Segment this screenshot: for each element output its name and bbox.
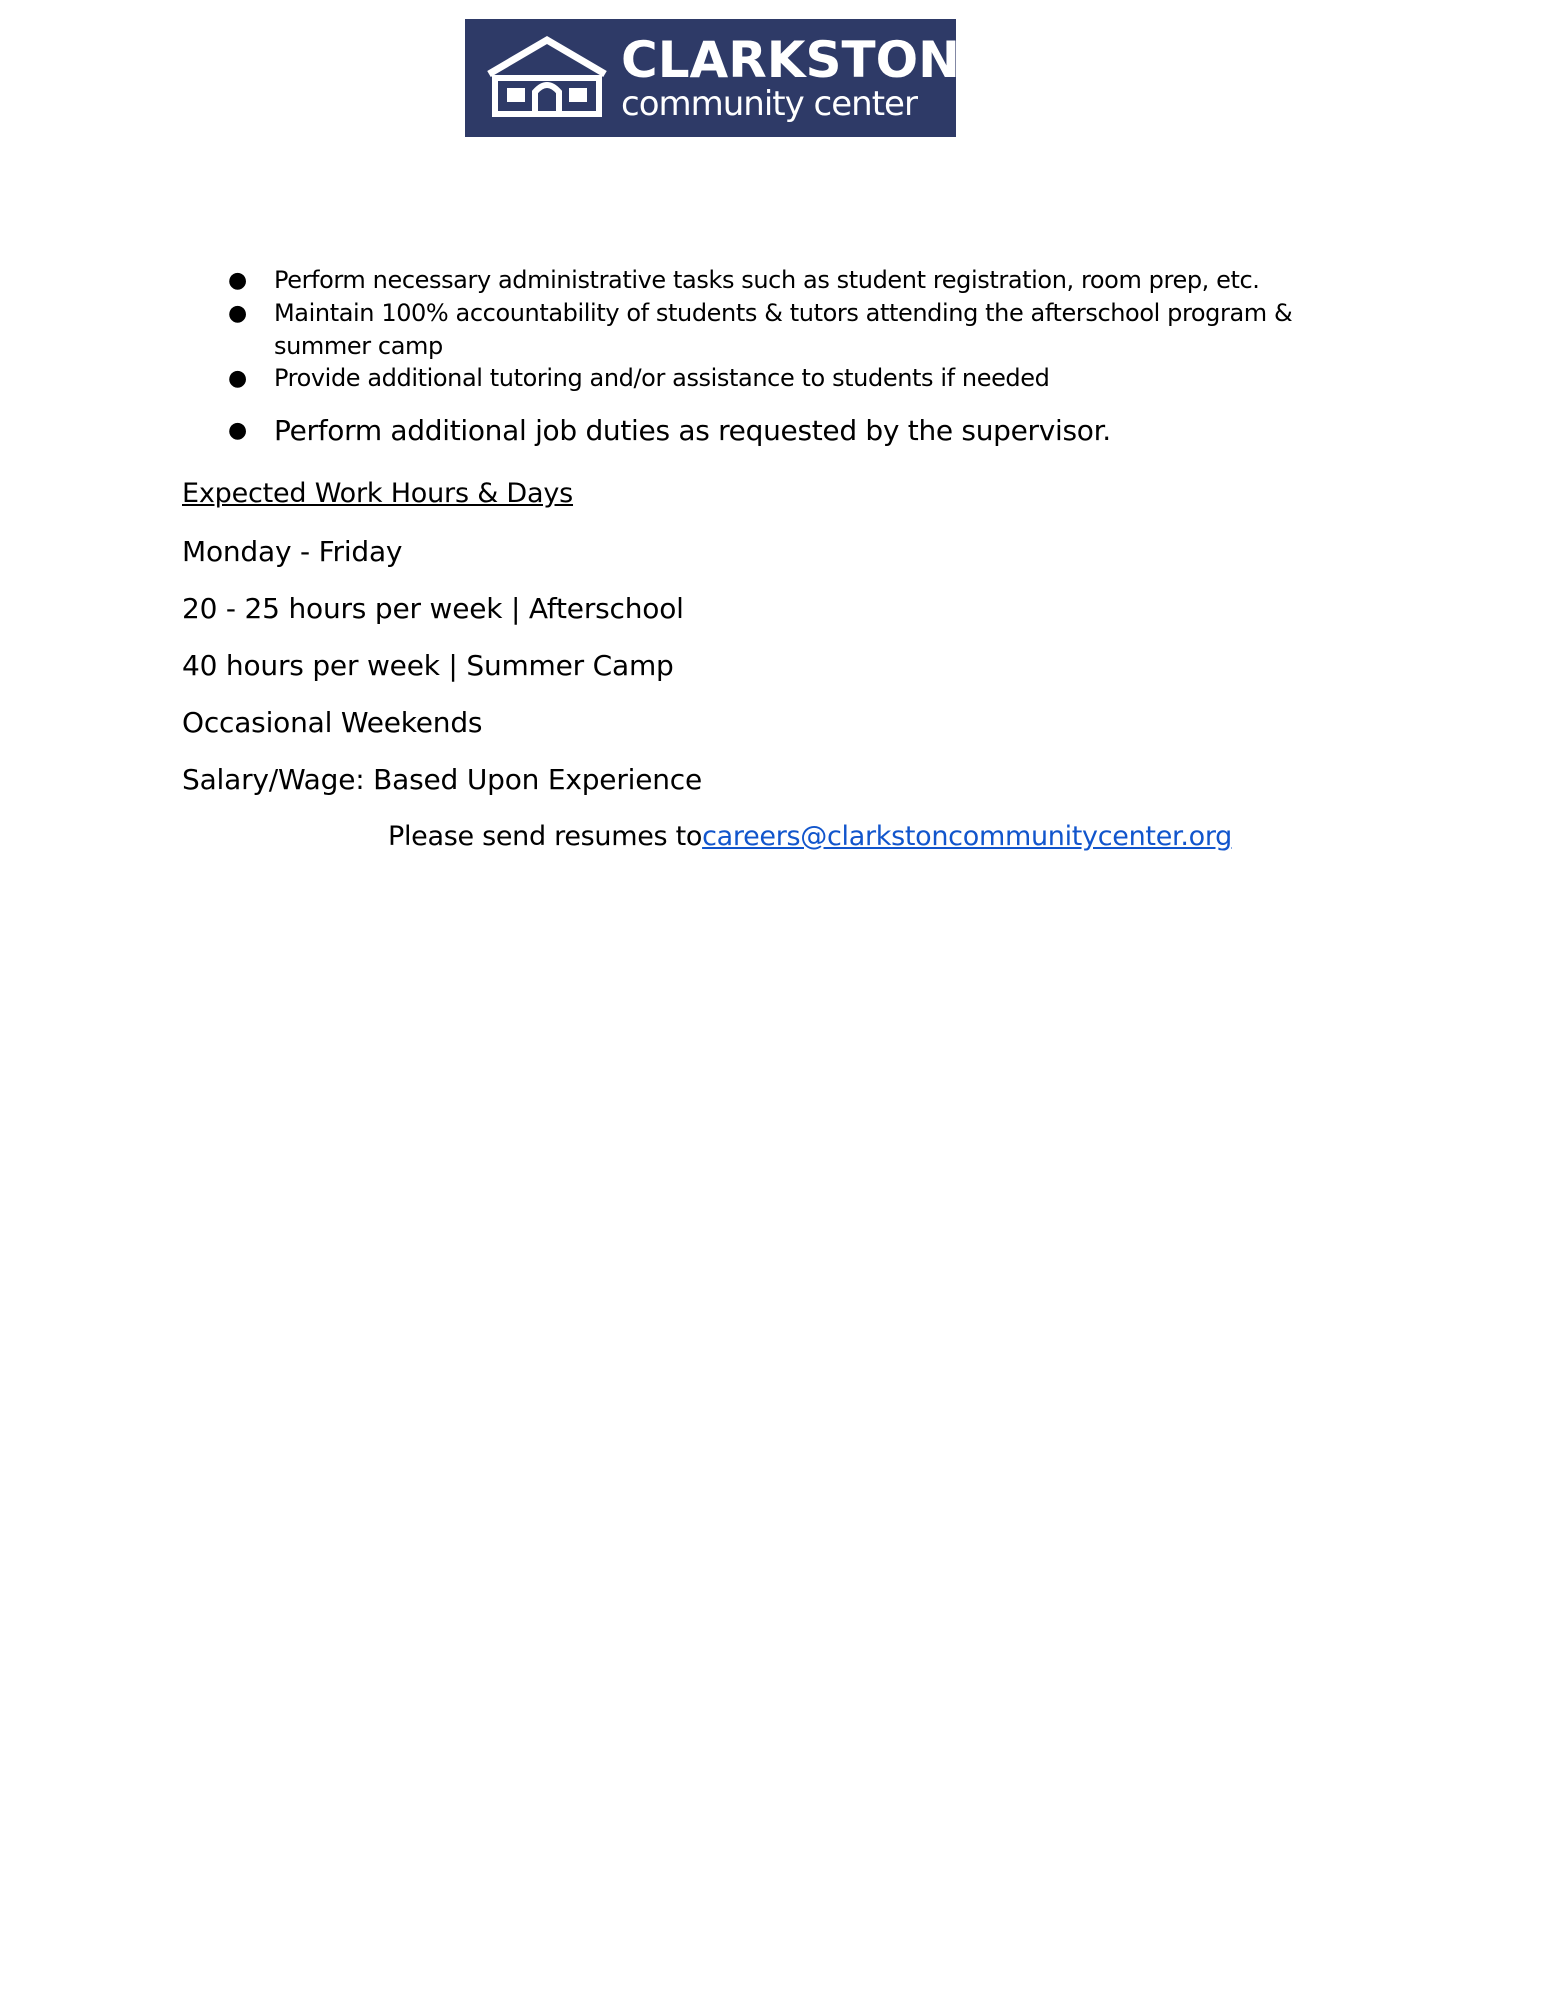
list-item-text: Provide additional tutoring and/or assistance to students if needed [274, 364, 1050, 392]
bullet-icon: ● [228, 418, 247, 443]
clarkston-logo [465, 19, 960, 137]
resume-prefix: Please send resumes to [388, 821, 703, 852]
list-item-text: Maintain 100% accountability of students & tutors attending the afterschool program & summer camp [274, 299, 1293, 360]
house-icon [485, 34, 609, 122]
salary-line: Salary/Wage: Based Upon Experience [182, 763, 703, 796]
list-item [228, 412, 1358, 450]
resume-instructions [388, 819, 1232, 855]
list-item-text: Perform additional job duties as requested by the supervisor. [274, 414, 1111, 447]
logo-line-clarkston: CLARKSTON [621, 31, 960, 89]
list-item [228, 297, 1358, 363]
bullet-icon: ● [228, 301, 247, 326]
careers-email-link[interactable]: careers@clarkstoncommunitycenter.org [702, 821, 1232, 852]
logo-wordmark [621, 31, 960, 124]
bullet-icon: ● [228, 366, 247, 391]
hours-line-weekends: Occasional Weekends [182, 706, 483, 739]
list-item [228, 264, 1358, 297]
hours-heading: Expected Work Hours & Days [182, 478, 574, 509]
hours-line-summer-camp: 40 hours per week | Summer Camp [182, 649, 674, 682]
list-item-text: Perform necessary administrative tasks such as student registration, room prep, etc. [274, 266, 1260, 294]
bullet-icon: ● [228, 268, 247, 293]
list-item [228, 362, 1358, 395]
logo-line-community-center: community center [621, 84, 917, 124]
hours-line-days: Monday - Friday [182, 535, 403, 568]
hours-line-afterschool: 20 - 25 hours per week | Afterschool [182, 592, 684, 625]
